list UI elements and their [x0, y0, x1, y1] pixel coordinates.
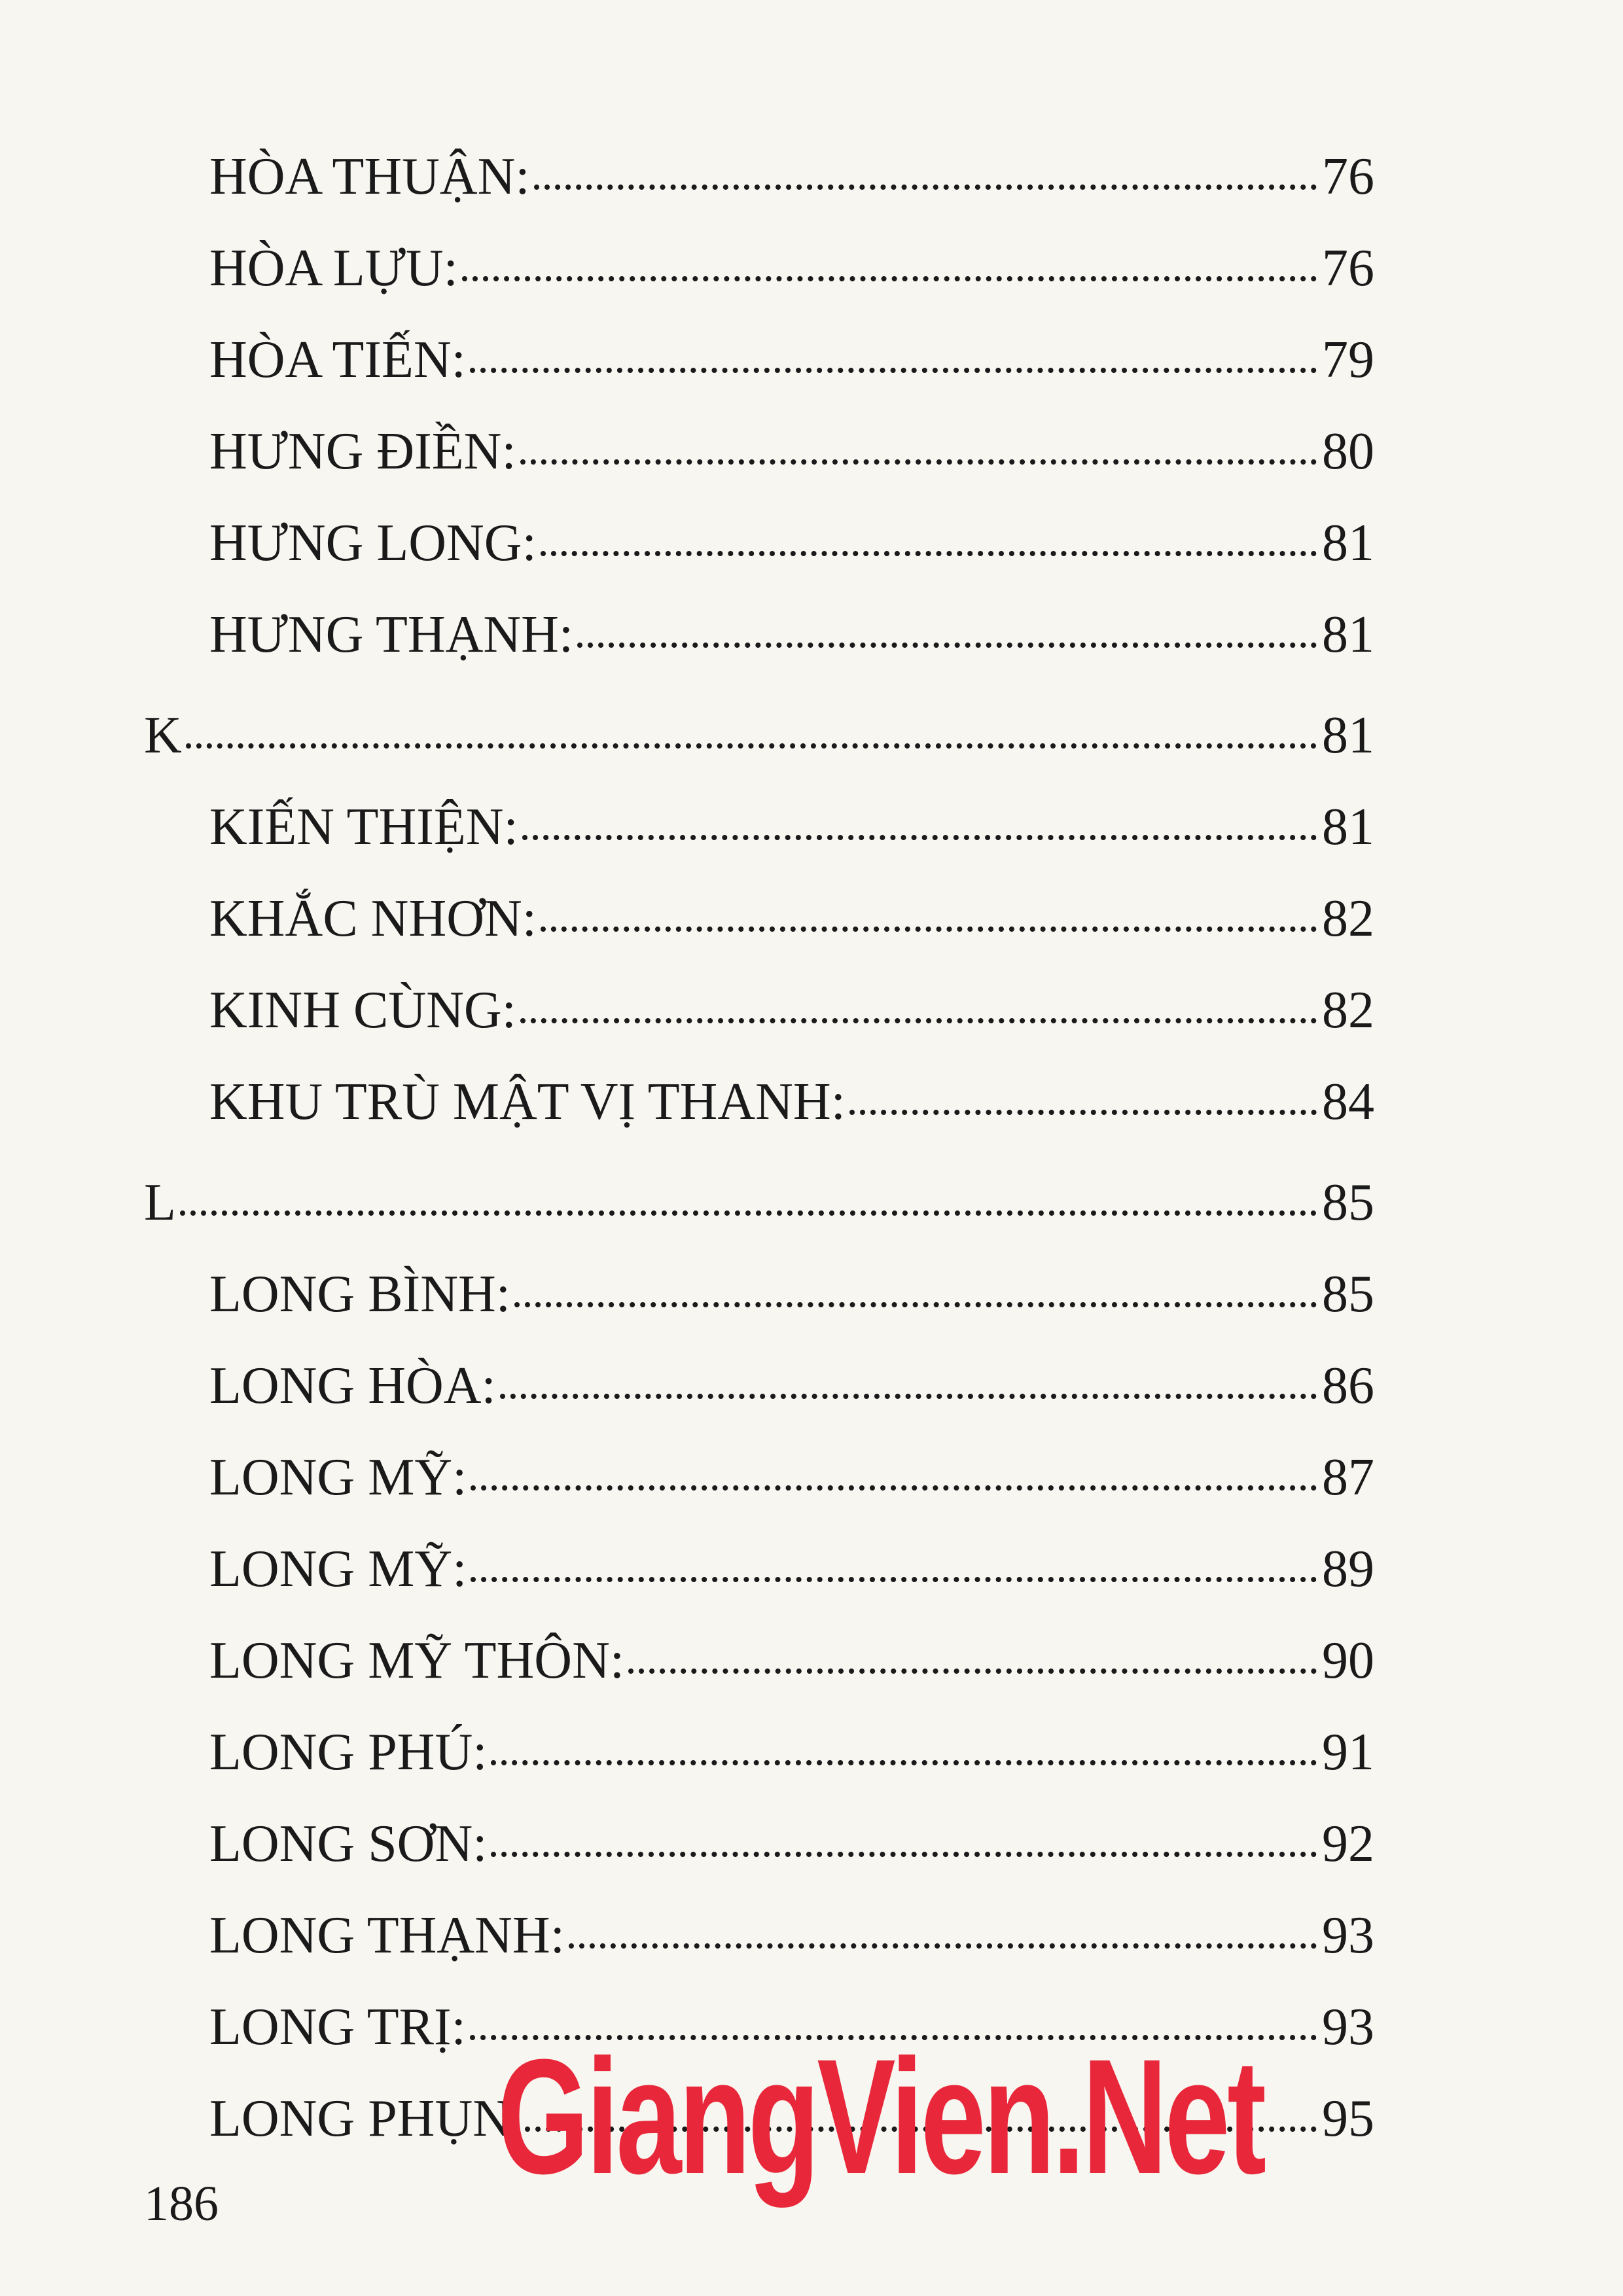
toc-entry-label: HÒA LỰU:	[209, 239, 458, 297]
toc-entry	[144, 406, 1374, 497]
dot-leader	[470, 368, 1317, 373]
toc-entry-label: LONG MỸ THÔN:	[209, 1632, 625, 1689]
dot-leader	[186, 743, 1317, 749]
toc-entry-label: KHẮC NHƠN:	[209, 890, 537, 947]
toc-entry-page-number: 82	[1322, 981, 1374, 1039]
toc-entry-label: LONG PHỤN	[209, 2090, 510, 2147]
dot-leader	[534, 185, 1317, 190]
toc-entry-page-number: 82	[1322, 890, 1374, 947]
toc-entry	[144, 1248, 1374, 1340]
toc-entry-page-number: 85	[1322, 1265, 1374, 1323]
toc-entry	[144, 131, 1374, 222]
toc-entry	[144, 781, 1374, 873]
toc-entry-label: LONG HÒA:	[209, 1357, 496, 1415]
toc-entry-page-number: 85	[1322, 1174, 1374, 1231]
toc-entry-label: HƯNG ĐIỀN:	[209, 423, 516, 480]
dot-leader	[541, 551, 1317, 556]
toc-entry	[144, 497, 1374, 589]
toc-entry-page-number: 80	[1322, 423, 1374, 480]
toc-entry	[144, 1798, 1374, 1890]
toc-entry-label: LONG BÌNH:	[209, 1265, 510, 1323]
table-of-contents	[144, 131, 1374, 2164]
toc-entry-page-number: 89	[1322, 1540, 1374, 1598]
toc-entry-page-number: 92	[1322, 1815, 1374, 1873]
toc-entry	[144, 1890, 1374, 1981]
dot-leader	[514, 1302, 1317, 1307]
toc-section-heading	[144, 690, 1374, 781]
toc-entry-label: HƯNG THẠNH:	[209, 606, 574, 663]
toc-entry	[144, 1615, 1374, 1706]
toc-entry-label: K	[144, 707, 182, 764]
toc-entry-label: LONG PHÚ:	[209, 1723, 488, 1781]
toc-entry-label: LONG SƠN:	[209, 1815, 488, 1873]
dot-leader	[541, 927, 1317, 932]
toc-entry-page-number: 81	[1322, 514, 1374, 572]
toc-entry-label: LONG MỸ:	[209, 1540, 467, 1598]
toc-entry	[144, 964, 1374, 1056]
toc-entry	[144, 1432, 1374, 1523]
toc-entry-page-number: 93	[1322, 1998, 1374, 2056]
toc-entry-page-number: 87	[1322, 1449, 1374, 1506]
toc-entry-label: KINH CÙNG:	[209, 981, 516, 1039]
dot-leader	[520, 459, 1317, 465]
toc-entry-page-number: 90	[1322, 1632, 1374, 1689]
toc-entry	[144, 1706, 1374, 1798]
watermark: GiangVien.Net	[497, 2025, 1264, 2208]
toc-entry-page-number: 86	[1322, 1357, 1374, 1415]
toc-entry-page-number: 91	[1322, 1723, 1374, 1781]
toc-entry-label: HÒA THUẬN:	[209, 148, 530, 205]
toc-entry	[144, 1523, 1374, 1615]
toc-entry-page-number: 79	[1322, 331, 1374, 389]
dot-leader	[628, 1669, 1317, 1674]
toc-entry-page-number: 81	[1322, 798, 1374, 856]
dot-leader	[522, 835, 1317, 840]
toc-entry-label: LONG THẠNH:	[209, 1907, 565, 1964]
toc-entry	[144, 873, 1374, 964]
page-number: 186	[144, 2176, 219, 2231]
dot-leader	[471, 1485, 1317, 1491]
toc-entry-label: HÒA TIẾN:	[209, 331, 466, 389]
toc-entry-page-number: 81	[1322, 606, 1374, 663]
dot-leader	[569, 1943, 1317, 1949]
toc-entry	[144, 1056, 1374, 1148]
toc-section-heading	[144, 1157, 1374, 1248]
dot-leader	[471, 1577, 1317, 1582]
toc-entry-page-number: 93	[1322, 1907, 1374, 1964]
toc-entry-page-number: 84	[1322, 1073, 1374, 1131]
toc-entry-page-number: 76	[1322, 148, 1374, 205]
dot-leader	[500, 1394, 1317, 1399]
toc-entry-page-number: 81	[1322, 707, 1374, 764]
dot-leader	[180, 1210, 1317, 1216]
toc-entry	[144, 1340, 1374, 1432]
toc-entry-page-number: 76	[1322, 239, 1374, 297]
toc-entry-label: LONG MỸ:	[209, 1449, 467, 1506]
dot-leader	[520, 1018, 1317, 1023]
dot-leader	[849, 1110, 1317, 1115]
toc-entry-label: KIẾN THIỆN:	[209, 798, 518, 856]
dot-leader	[462, 276, 1317, 281]
toc-entry-label: KHU TRÙ MẬT VỊ THANH:	[209, 1073, 846, 1131]
dot-leader	[491, 1760, 1317, 1765]
toc-entry-label: HƯNG LONG:	[209, 514, 537, 572]
toc-entry	[144, 314, 1374, 406]
dot-leader	[577, 643, 1317, 648]
toc-entry	[144, 222, 1374, 314]
dot-leader	[491, 1852, 1317, 1857]
toc-entry-label: L	[144, 1174, 176, 1231]
toc-entry	[144, 589, 1374, 680]
toc-entry-page-number: 95	[1322, 2090, 1374, 2147]
toc-entry-label: LONG TRỊ:	[209, 1998, 466, 2056]
